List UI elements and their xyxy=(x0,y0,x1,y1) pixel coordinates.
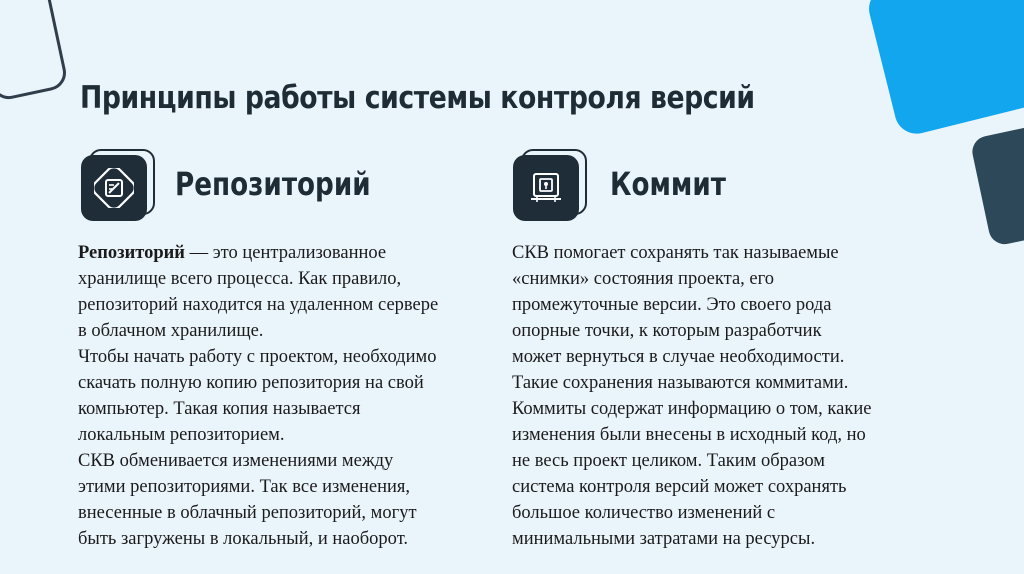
decorative-blue-shape xyxy=(864,0,1024,138)
page-title: Принципы работы системы контроля версий xyxy=(80,80,755,116)
text-line: может вернуться в случае необходимости. xyxy=(512,347,845,367)
text-line: этими репозиториями. Так все изменения, xyxy=(78,477,411,497)
commit-icon xyxy=(513,155,579,221)
repository-heading: Репозиторий xyxy=(175,165,371,203)
text-line: в облачном хранилище. xyxy=(78,321,264,341)
commit-heading: Коммит xyxy=(610,165,726,203)
commit-icon-card xyxy=(513,155,579,221)
text-line: СКВ помогает сохранять так называемые xyxy=(512,243,839,263)
text-line xyxy=(78,240,498,266)
repository-term: Репозиторий xyxy=(78,243,185,263)
decorative-dark-shape xyxy=(969,123,1024,247)
text-line: локальным репозиторием. xyxy=(78,425,285,445)
repository-icon xyxy=(81,155,147,221)
text-line: опорные точки, к которым разработчик xyxy=(512,321,822,341)
repository-description xyxy=(78,240,498,552)
text-line: внесенные в облачный репозиторий, могут xyxy=(78,503,417,523)
text-line: хранилище всего процесса. Как правило, xyxy=(78,269,402,289)
text-line: компьютер. Такая копия называется xyxy=(78,399,361,419)
text-line: большое количество изменений с xyxy=(512,503,776,523)
text-line: Чтобы начать работу с проектом, необходимо xyxy=(78,347,437,367)
text-line: скачать полную копию репозитория на свой xyxy=(78,373,424,393)
commit-description xyxy=(512,240,932,552)
text-line: система контроля версий может сохранять xyxy=(512,477,847,497)
text-line: изменения были внесены в исходный код, но xyxy=(512,425,866,445)
text-line: не весь проект целиком. Таким образом xyxy=(512,451,825,471)
text-line: Коммиты содержат информацию о том, какие xyxy=(512,399,872,419)
repository-icon-card xyxy=(81,155,147,221)
text-line: быть загружены в локальный, и наоборот. xyxy=(78,529,409,549)
text-line: СКВ обменивается изменениями между xyxy=(78,451,394,471)
text-line: «снимки» состояния проекта, его xyxy=(512,269,774,289)
text-line: минимальными затратами на ресурсы. xyxy=(512,529,816,549)
text-line: Такие сохранения называются коммитами. xyxy=(512,373,849,393)
text-line: промежуточные версии. Это своего рода xyxy=(512,295,832,315)
decorative-outline-shape xyxy=(0,0,69,102)
text-line: репозиторий находится на удаленном сервере xyxy=(78,295,439,315)
text-line-rest: — это централизованное xyxy=(184,243,387,263)
